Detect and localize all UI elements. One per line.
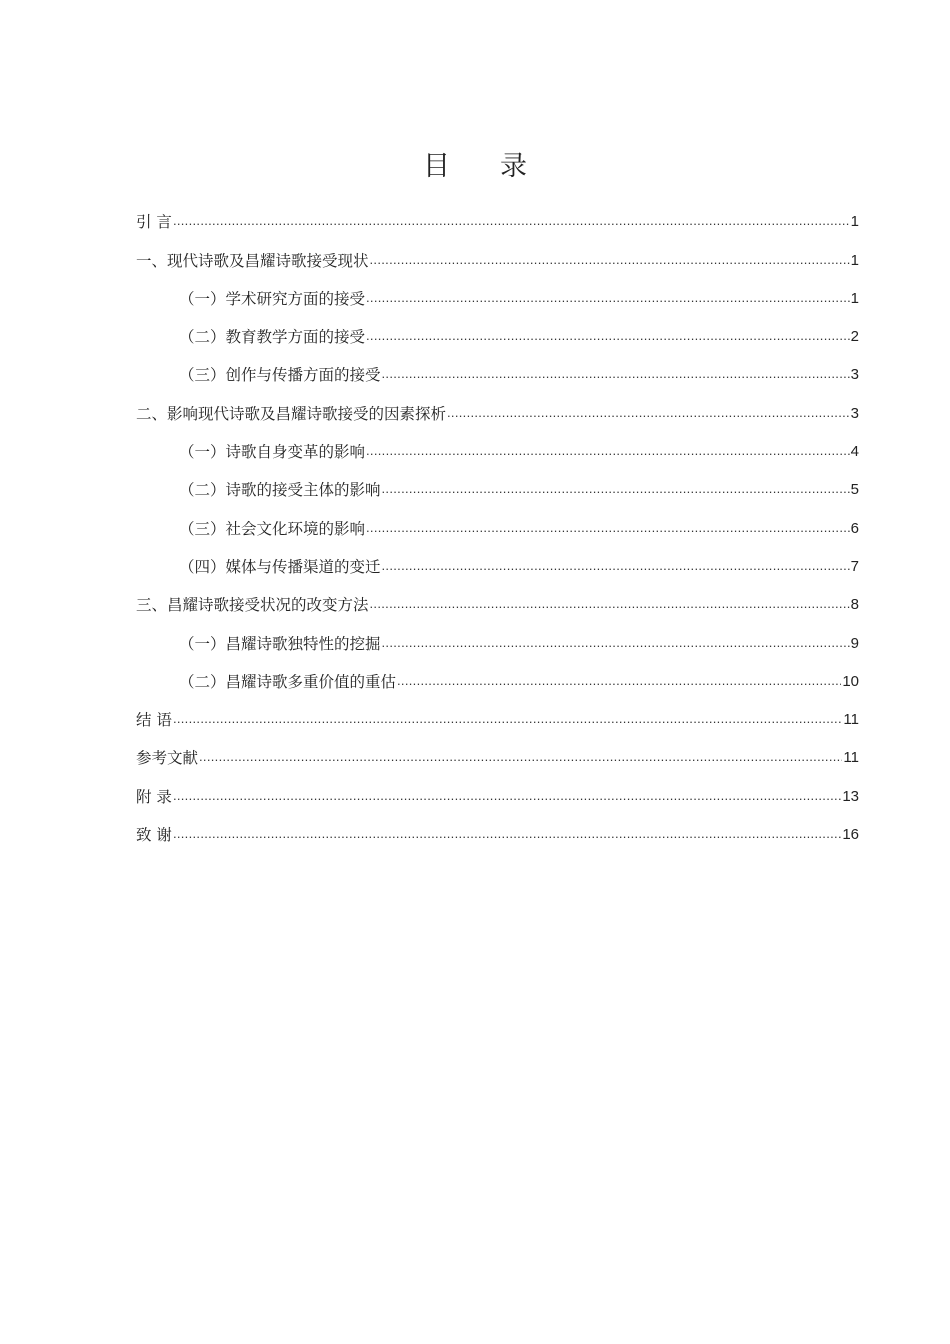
toc-entry-label: （四）媒体与传播渠道的变迁 [179,557,381,576]
toc-title-char-2: 录 [500,151,527,182]
toc-title [0,144,950,183]
toc-entry[interactable] [136,354,859,392]
toc-entry-page: 11 [843,749,859,767]
toc-entry-page: 8 [850,596,859,614]
toc-entry[interactable] [136,661,859,699]
toc-entry-page: 13 [842,787,859,805]
toc-entry-page: 9 [850,634,859,652]
toc-entry[interactable] [136,278,859,316]
toc-entry-label: 三、昌耀诗歌接受状况的改变方法 [136,596,369,615]
toc-leader-dots [173,710,842,728]
toc-entry-label: （二）昌耀诗歌多重价值的重估 [179,672,397,691]
toc-entry-label: 结 语 [136,711,172,730]
toc-leader-dots [173,787,841,805]
toc-leader-dots [366,289,850,307]
toc-entry[interactable] [136,507,859,545]
toc-entry-page: 11 [843,711,859,729]
toc-entry-label: （一）昌耀诗歌独特性的挖掘 [179,634,381,653]
toc-entry[interactable] [136,622,859,660]
toc-entry[interactable] [136,431,859,469]
toc-leader-dots [199,748,842,766]
toc-leader-dots [370,595,850,613]
toc-entry[interactable] [136,546,859,584]
toc-entry[interactable] [136,584,859,622]
toc-entry[interactable] [136,239,859,277]
toc-list [136,201,859,852]
toc-entry-label: 附 录 [136,787,172,806]
toc-entry-label: 致 谢 [136,826,172,845]
toc-entry-label: 一、现代诗歌及昌耀诗歌接受现状 [136,251,369,270]
toc-entry-page: 3 [850,366,859,384]
toc-leader-dots [447,404,850,422]
toc-entry-label: （一）学术研究方面的接受 [179,289,366,308]
toc-entry[interactable] [136,699,859,737]
toc-entry-page: 5 [850,481,859,499]
toc-entry-page: 1 [850,251,859,269]
toc-entry-label: （一）诗歌自身变革的影响 [179,443,366,462]
toc-leader-dots [382,365,850,383]
toc-entry-page: 4 [850,443,859,461]
toc-entry-page: 2 [850,328,859,346]
toc-leader-dots [382,557,850,575]
toc-entry-page: 1 [850,289,859,307]
toc-entry-page: 6 [850,519,859,537]
toc-title-char-1: 目 [423,151,450,182]
toc-entry-page: 16 [842,826,859,844]
toc-leader-dots [173,212,850,230]
toc-entry[interactable] [136,469,859,507]
toc-entry-label: 引 言 [136,213,172,232]
toc-entry-label: （二）诗歌的接受主体的影响 [179,481,381,500]
toc-leader-dots [366,519,850,537]
toc-leader-dots [382,634,850,652]
toc-leader-dots [366,327,850,345]
toc-leader-dots [366,442,850,460]
toc-entry[interactable] [136,775,859,813]
toc-entry[interactable] [136,814,859,852]
toc-entry[interactable] [136,316,859,354]
toc-entry-page: 7 [850,557,859,575]
toc-entry-label: （三）创作与传播方面的接受 [179,366,381,385]
toc-entry-label: （三）社会文化环境的影响 [179,519,366,538]
toc-entry-label: （二）教育教学方面的接受 [179,328,366,347]
toc-entry-label: 二、影响现代诗歌及昌耀诗歌接受的因素探析 [136,404,447,423]
toc-leader-dots [173,825,841,843]
toc-entry-label: 参考文献 [136,749,199,768]
toc-leader-dots [382,480,850,498]
toc-entry[interactable] [136,392,859,430]
toc-entry[interactable] [136,201,859,239]
toc-entry-page: 1 [850,213,859,231]
toc-leader-dots [370,251,850,269]
toc-leader-dots [397,672,841,690]
toc-entry-page: 10 [842,672,859,690]
toc-entry[interactable] [136,737,859,775]
toc-entry-page: 3 [850,404,859,422]
